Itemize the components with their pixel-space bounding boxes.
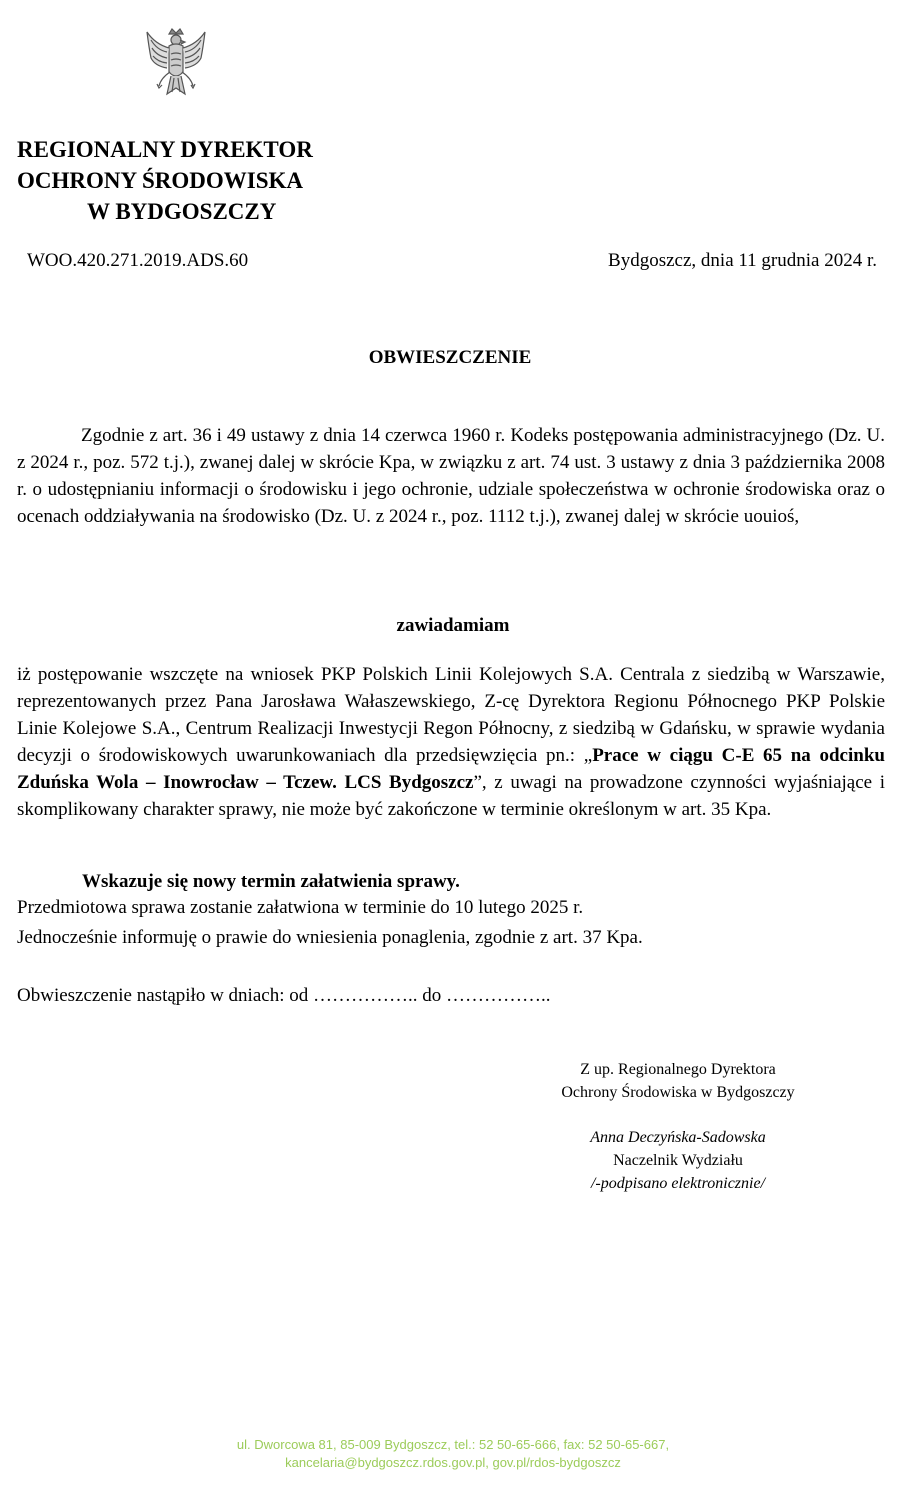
issuing-authority-header <box>17 134 313 227</box>
project-name: Prace w ciągu C-E 65 na odcinku Zduńska Wola – Inowrocław – Tczew. LCS Bydgoszcz <box>17 745 885 793</box>
footer-contact <box>0 1436 900 1472</box>
signature-authority <box>540 1058 816 1104</box>
document-title: OBWIESZCZENIE <box>368 347 532 368</box>
intro-paragraph: Zgodnie z art. 36 i 49 ustawy z dnia 14 czerwca 1960 r. Kodeks postępowania administracyjnego (Dz. U. z 2024 r., poz. 572 t.j.), zwanej dalej w skrócie Kpa, w związku z art. 74 ust. 3 ustawy z dnia 3 października 2008 r. o udostępnianiu informacji o środowisku i jego ochronie, udziale społeczeństwa w ochronie środowiska oraz o ocenach oddziaływania na środowisko (Dz. U. z 2024 r., poz. 1112 t.j.), zwanej dalej w skrócie uouioś, <box>17 425 885 527</box>
signatory-name: Anna Deczyńska-Sadowska <box>590 1129 766 1146</box>
authority-line-1: REGIONALNY DYREKTOR <box>17 137 313 162</box>
reference-number: WOO.420.271.2019.ADS.60 <box>27 250 249 271</box>
info-line: Jednocześnie informuję o prawie do wniesienia ponaglenia, zgodnie z art. 37 Kpa. <box>17 927 643 948</box>
body-text-part-1: iż postępowanie wszczęte na wniosek PKP Polskich Linii Kolejowych S.A. Centrala z siedzibą w Warszawie, reprezentowanych przez Pana Jarosława Wałaszewskiego, Z-cę Dyrektora Regionu Północnego PKP Polskie Linie Kolejowe S.A., Centrum Realizacji Inwestycji Regon Północny, z siedzibą w Gdańsku, w sprawie wydania decyzji o środowiskowych uwarunkowaniach dla przedsięwzięcia pn.: „ <box>17 664 885 766</box>
electronic-signature-note: /-podpisano elektronicznie/ <box>590 1175 766 1192</box>
signatory-position: Naczelnik Wydziału <box>613 1152 743 1169</box>
polish-eagle-emblem-icon <box>145 28 207 108</box>
deadline-line: Przedmiotowa sprawa zostanie załatwiona w terminie do 10 lutego 2025 r. <box>17 897 584 918</box>
on-behalf-line-2: Ochrony Środowiska w Bydgoszczy <box>561 1084 795 1101</box>
body-paragraph <box>17 661 885 823</box>
place-and-date: Bydgoszcz, dnia 11 grudnia 2024 r. <box>608 250 877 271</box>
notify-heading: zawiadamiam <box>396 615 510 636</box>
body-text-part-2: ”, z uwagi na prowadzone czynności wyjaśniające i skomplikowany charakter sprawy, nie może być zakończone w terminie określonym w art. 35 Kpa. <box>17 772 885 820</box>
signature-block <box>540 1126 816 1195</box>
footer-email-web-line: kancelaria@bydgoszcz.rdos.gov.pl, gov.pl/rdos-bydgoszcz <box>285 1455 621 1470</box>
footer-address-line: ul. Dworcowa 81, 85-009 Bydgoszcz, tel.: 52 50-65-666, fax: 52 50-65-667, <box>236 1437 670 1452</box>
posting-dates-line: Obwieszczenie nastąpiło w dniach: od …………….. do …………….. <box>17 985 551 1006</box>
authority-line-3: W BYDGOSZCZY <box>87 199 277 224</box>
new-deadline-heading: Wskazuje się nowy termin załatwienia sprawy. <box>82 871 460 892</box>
authority-line-2: OCHRONY ŚRODOWISKA <box>17 168 304 193</box>
on-behalf-line-1: Z up. Regionalnego Dyrektora <box>580 1061 776 1078</box>
